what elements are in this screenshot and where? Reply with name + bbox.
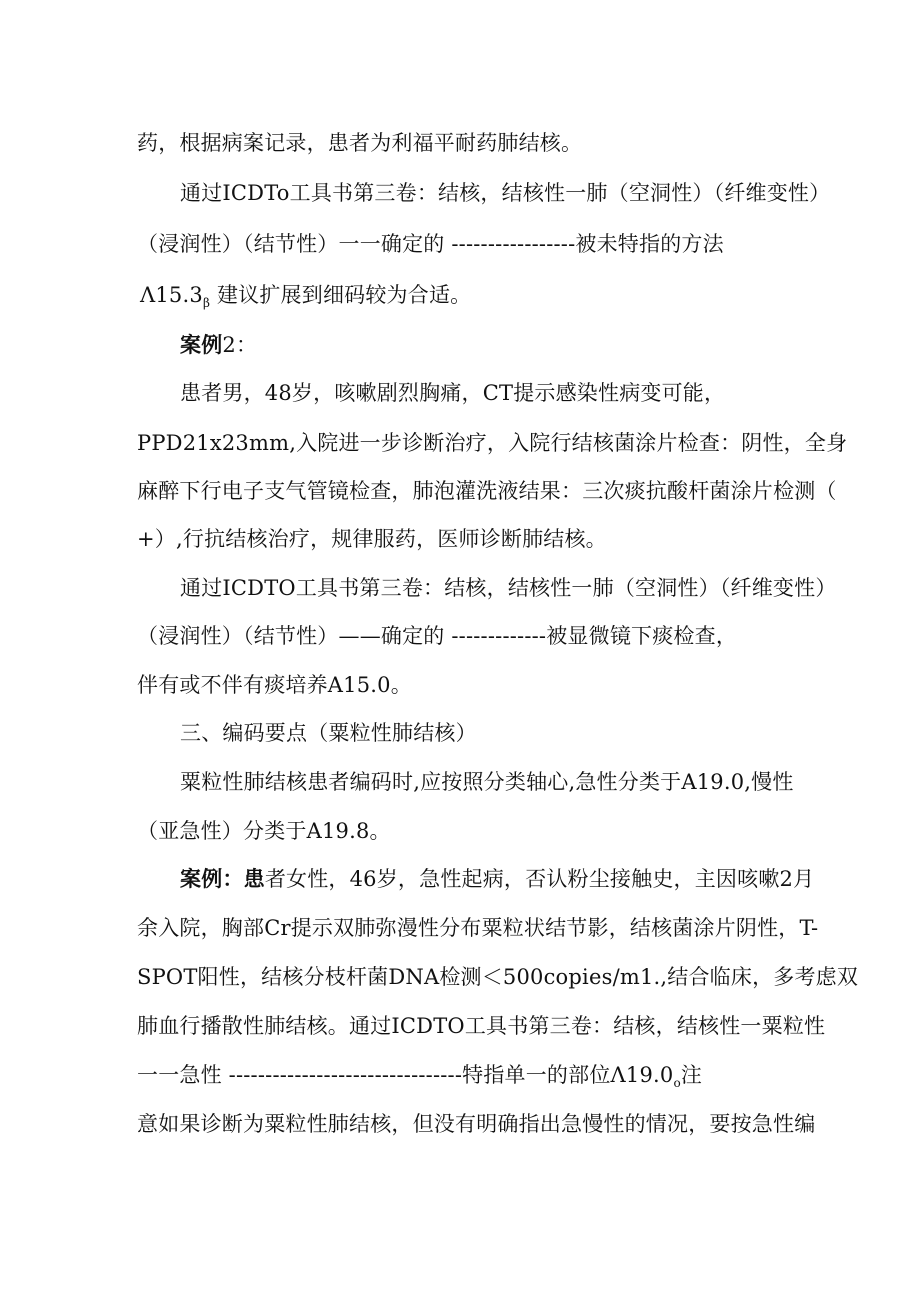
section-3-heading: 三、编码要点（粟粒性肺结核） (180, 721, 477, 745)
subscript-mark: o (673, 1076, 681, 1090)
suggestion-text: 建议扩展到细码较为合适。 (210, 283, 472, 307)
paragraph-line-19: 意如果诊断为粟粒性肺结核，但没有明确指出急慢性的情况，要按急性编 (137, 1112, 816, 1136)
paragraph-line-3: （浸润性）（结节性）一一确定的 -----------------被未特指的方法 (137, 232, 724, 256)
paragraph-line-13: （亚急性）分类于A19.8。 (137, 819, 391, 843)
paragraph-line-6: PPD21x23mm,入院进一步诊断治疗，入院行结核菌涂片检查：阴性，全身 (137, 431, 848, 455)
paragraph-line-7: 麻醉下行电子支气管镜检查，肺泡灌洗液结果：三次痰抗酸杆菌涂片检测（ (137, 479, 837, 503)
paragraph-line-9: 通过ICDTO工具书第三卷：结核，结核性一肺（空洞性）（纤维变性） (180, 576, 837, 600)
case-2-heading (180, 332, 257, 358)
paragraph-line-12: 粟粒性肺结核患者编码时,应按照分类轴心,急性分类于A19.0,慢性 (180, 770, 794, 794)
paragraph-line-15: 余入院，胸部Cr提示双肺弥漫性分布粟粒状结节影，结核菌涂片阴性，T- (137, 916, 819, 940)
paragraph-line-4 (140, 282, 471, 316)
paragraph-line-17: 肺血行播散性肺结核。通过ICDTO工具书第三卷：结核，结核性一粟粒性 (137, 1014, 826, 1038)
case-2-number: 2： (222, 333, 258, 357)
case-3-label: 案例：患 (180, 867, 265, 891)
paragraph-line-14 (180, 866, 814, 892)
case-3-text: 者女性，46岁，急性起病，否认粉尘接触史，主因咳嗽2月 (264, 867, 815, 891)
paragraph-line-5: 患者男，48岁，咳嗽剧烈胸痛，CT提示感染性病变可能， (180, 381, 726, 405)
note-start: 注 (680, 1063, 703, 1087)
paragraph-line-16: SPOT阳性，结核分枝杆菌DNA检测＜500copies/m1.,结合临床，多考虑双 (137, 965, 859, 989)
paragraph-line-18 (137, 1062, 702, 1096)
paragraph-line-1: 药，根据病案记录，患者为利福平耐药肺结核。 (137, 131, 583, 155)
paragraph-line-8: +）,行抗结核治疗，规律服药，医师诊断肺结核。 (137, 527, 607, 551)
code-text: Λ15.3 (140, 283, 203, 307)
acute-code-text: 一一急性 --------------------------------特指单一的部位Λ19.0 (137, 1063, 674, 1087)
paragraph-line-2: 通过ICDTo工具书第三卷：结核，结核性一肺（空洞性）（纤维变性） (180, 181, 831, 205)
paragraph-line-10: （浸润性）（结节性）——确定的 -------------被显微镜下痰检查， (137, 624, 738, 648)
subscript-mark: β (202, 296, 211, 310)
case-2-label: 案例 (180, 333, 223, 357)
paragraph-line-11: 伴有或不伴有痰培养A15.0。 (137, 673, 412, 697)
